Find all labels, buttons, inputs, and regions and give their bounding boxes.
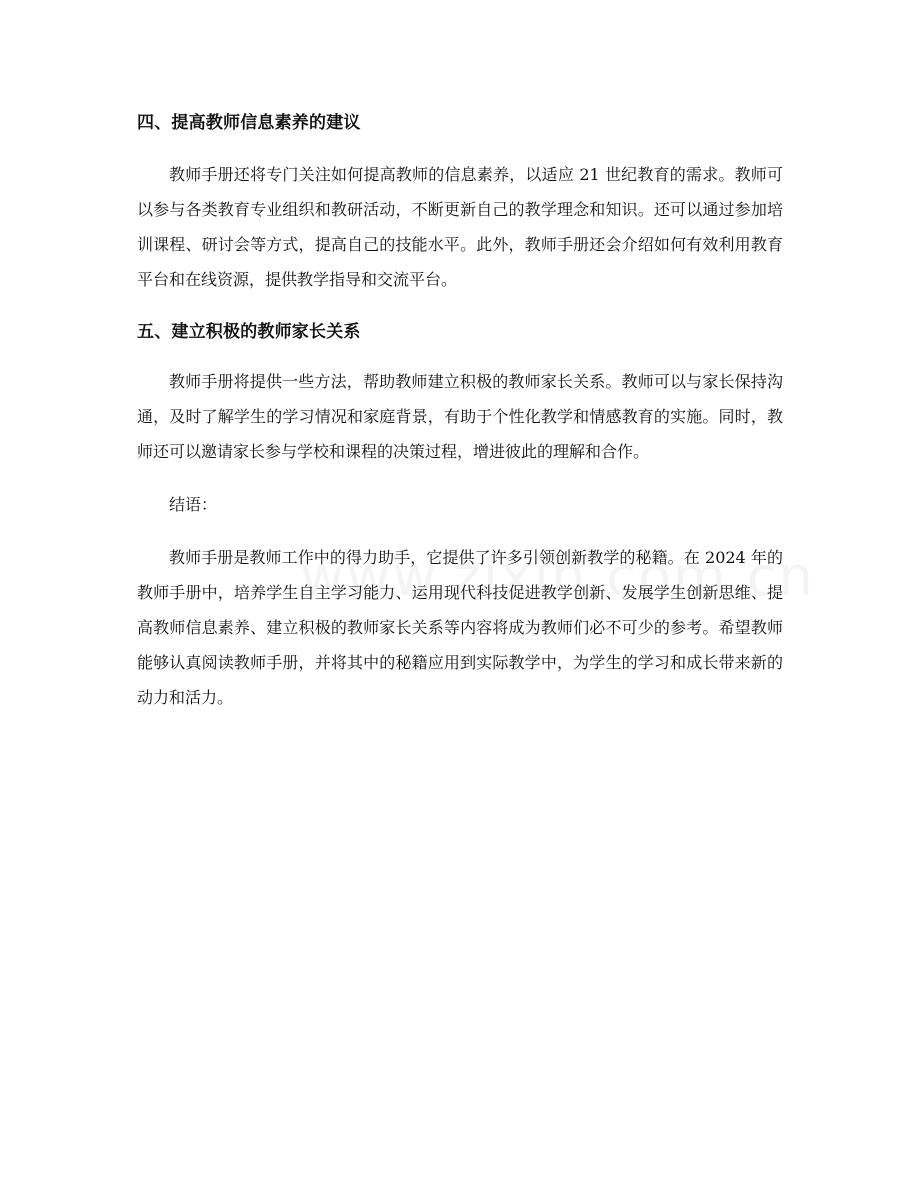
conclusion-paragraph: 教师手册是教师工作中的得力助手，它提供了许多引领创新教学的秘籍。在 2024 年的教师手册中，培养学生自主学习能力、运用现代科技促进教学创新、发展学生创新思维、提高教师信息素养、建立积极的教师家长关系等内容将成为教师们必不可少的参考。希望教师能够认真阅读教师手册，并将其中的秘籍应用到实际教学中，为学生的学习和成长带来新的动力和活力。 bbox=[137, 548, 783, 707]
conclusion-label: 结语： bbox=[169, 495, 218, 514]
section-heading-5: 五、建立积极的教师家长关系 bbox=[137, 322, 361, 342]
section-paragraph-5: 教师手册将提供一些方法，帮助教师建立积极的教师家长关系。教师可以与家长保持沟通，及时了解学生的学习情况和家庭背景，有助于个性化教学和情感教育的实施。同时，教师还可以邀请家长参与学校和课程的决策过程，增进彼此的理解和合作。 bbox=[137, 372, 783, 461]
section-heading-4: 四、提高教师信息素养的建议 bbox=[137, 113, 361, 133]
document-body bbox=[137, 106, 783, 715]
section-paragraph-4: 教师手册还将专门关注如何提高教师的信息素养，以适应 21 世纪教育的需求。教师可以参与各类教育专业组织和教研活动，不断更新自己的教学理念和知识。还可以通过参加培训课程、研讨会等方式，提高自己的技能水平。此外，教师手册还会介绍如何有效利用教育平台和在线资源，提供教学指导和交流平台。 bbox=[137, 165, 783, 289]
